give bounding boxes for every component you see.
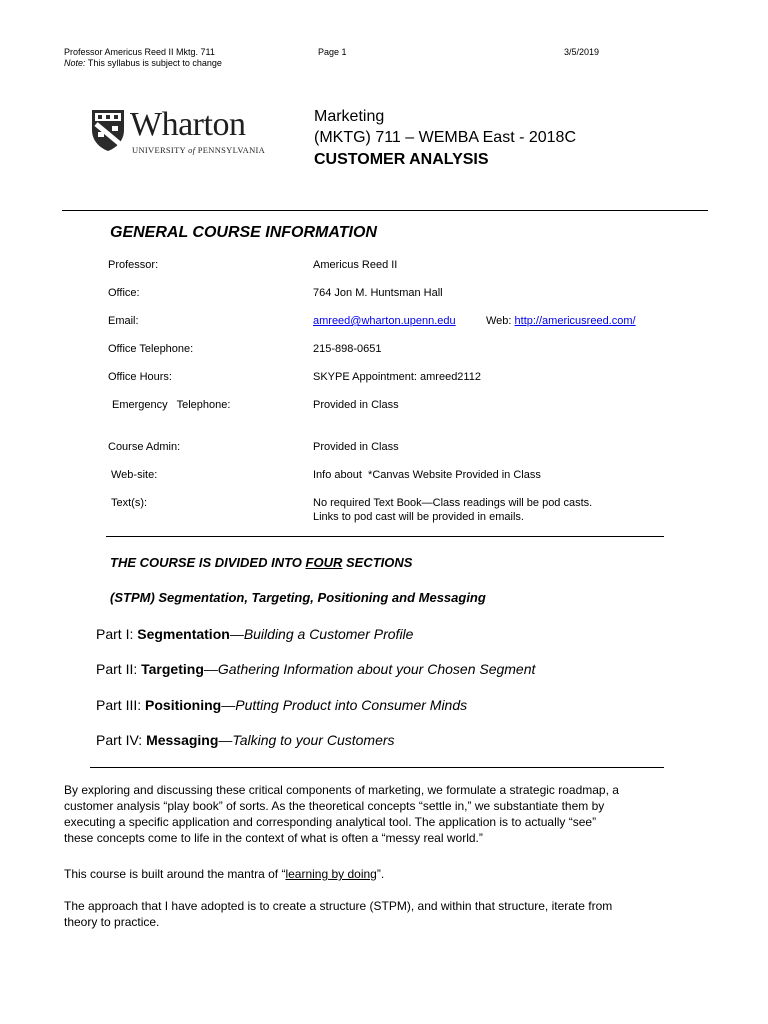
logo-sub-of: of [188, 145, 196, 155]
stpm-heading: (STPM) Segmentation, Targeting, Positioning and Messaging [110, 590, 486, 605]
part-prefix: Part IV: [96, 732, 147, 748]
mantra-paragraph [64, 866, 724, 882]
info-value-professor: Americus Reed II [313, 259, 398, 271]
part-desc: —Gathering Information about your Chosen Segment [203, 661, 536, 677]
info-label-email: Email: [108, 315, 139, 327]
info-label-website: Web-site: [111, 469, 158, 481]
header-course-line: Professor Americus Reed II Mktg. 711 [64, 47, 215, 57]
wharton-shield-icon [90, 108, 126, 152]
info-label-emergency-telephone: Emergency Telephone: [112, 399, 231, 411]
part-name: Segmentation [137, 626, 230, 642]
course-department: Marketing [314, 108, 385, 125]
info-value-office-telephone: 215-898-0651 [313, 343, 382, 355]
part-prefix: Part III: [96, 697, 146, 713]
part-desc: —Building a Customer Profile [229, 626, 414, 642]
approach-line: theory to practice. [64, 915, 160, 929]
course-title: CUSTOMER ANALYSIS [314, 151, 489, 168]
info-value-texts-line2: Links to pod cast will be provided in emails. [313, 511, 524, 523]
header-note [64, 58, 222, 69]
logo-wordmark: Wharton [130, 106, 246, 143]
intro-line: executing a specific application and corresponding analytical tool. The application is to actually “see” [64, 815, 597, 829]
intro-paragraph [64, 782, 724, 846]
info-value-course-admin: Provided in Class [313, 441, 399, 453]
approach-line: The approach that I have adopted is to create a structure (STPM), and within that structure, iterate from [64, 899, 613, 913]
part-desc: —Putting Product into Consumer Minds [221, 697, 468, 713]
part-name: Targeting [141, 661, 204, 677]
sections-heading [110, 555, 412, 570]
intro-line: By exploring and discussing these critical components of marketing, we formulate a strategic roadmap, a [64, 783, 619, 797]
mantra-pre: This course is built around the mantra of “ [64, 867, 286, 881]
mantra-post: ”. [376, 867, 385, 881]
part-positioning [96, 696, 467, 714]
part-prefix: Part I: [96, 626, 138, 642]
info-value-emergency-telephone: Provided in Class [313, 399, 399, 411]
logo-sub-pre: UNIVERSITY [132, 145, 189, 155]
info-label-office-telephone: Office Telephone: [108, 343, 194, 355]
sections-heading-post: SECTIONS [342, 555, 413, 570]
sections-heading-four: FOUR [305, 555, 343, 570]
info-value-office: 764 Jon M. Huntsman Hall [313, 287, 443, 299]
info-value-office-hours: SKYPE Appointment: amreed2112 [313, 371, 481, 383]
info-label-professor: Professor: [108, 259, 159, 271]
part-prefix: Part II: [96, 661, 142, 677]
note-text: This syllabus is subject to change [85, 58, 222, 68]
general-info-heading: GENERAL COURSE INFORMATION [110, 224, 377, 241]
intro-line: customer analysis “play book” of sorts. As the theoretical concepts “settle in,” we substantiate them by [64, 799, 605, 813]
page-number: Page 1 [318, 47, 347, 57]
part-name: Positioning [145, 697, 222, 713]
wharton-logo [90, 108, 270, 160]
info-label-texts: Text(s): [111, 497, 148, 509]
website-link[interactable]: http://americusreed.com/ [514, 315, 636, 327]
info-value-website: Info about *Canvas Website Provided in Class [313, 469, 541, 481]
email-link[interactable]: amreed@wharton.upenn.edu [313, 315, 456, 327]
part-name: Messaging [146, 732, 219, 748]
part-segmentation [96, 625, 413, 643]
header-divider [62, 210, 708, 211]
info-label-office-hours: Office Hours: [108, 371, 172, 383]
logo-university [132, 145, 265, 155]
course-code: (MKTG) 711 – WEMBA East - 2018C [314, 129, 577, 146]
approach-paragraph [64, 898, 724, 930]
intro-line: these concepts come to life in the context of what is often a “messy real world.” [64, 831, 483, 845]
sections-heading-pre: THE COURSE IS DIVIDED INTO [110, 555, 306, 570]
info-label-office: Office: [108, 287, 140, 299]
mantra-underlined: learning by doing [285, 867, 377, 881]
part-targeting [96, 660, 535, 678]
info-label-course-admin: Course Admin: [108, 441, 181, 453]
note-label: Note: [64, 58, 86, 68]
logo-sub-post: PENNSYLVANIA [195, 145, 266, 155]
web-contact [486, 314, 636, 328]
header-date: 3/5/2019 [564, 47, 600, 57]
web-label: Web: [486, 315, 515, 327]
info-divider [106, 536, 664, 537]
part-desc: —Talking to your Customers [218, 732, 395, 748]
info-value-texts-line1: No required Text Book—Class readings will be pod casts. [313, 497, 593, 509]
part-messaging [96, 731, 395, 749]
sections-divider [90, 767, 664, 768]
